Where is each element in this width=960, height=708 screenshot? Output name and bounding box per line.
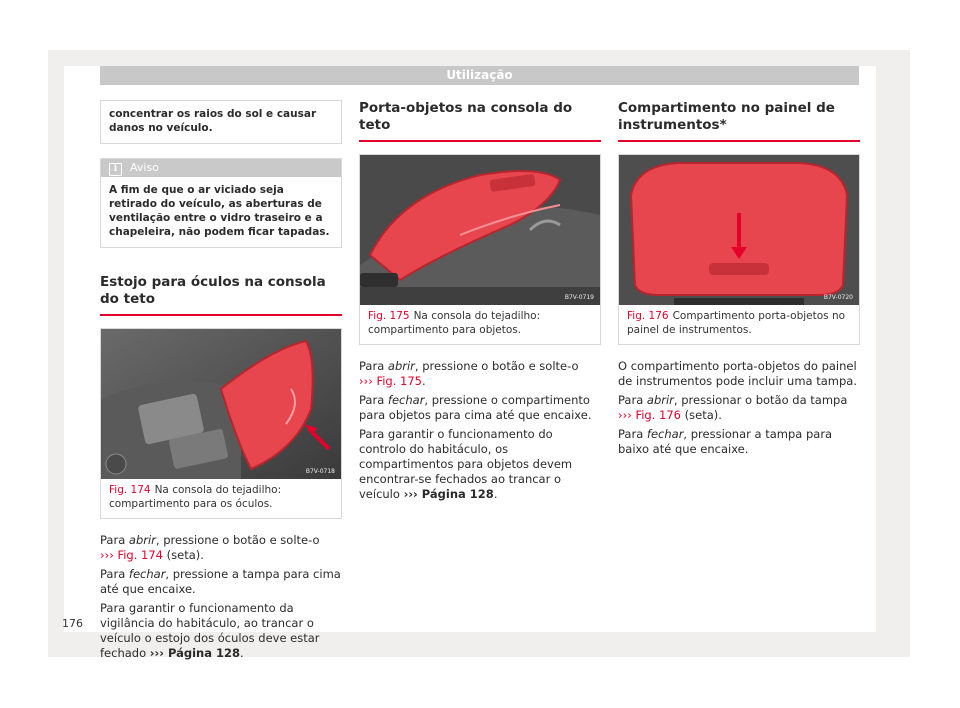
text: , pressione o compartimento para objetos para cima até que encaixe. — [359, 393, 592, 422]
text: , pressionar a tampa para baixo até que encaixe. — [618, 427, 833, 456]
paragraph — [359, 393, 601, 423]
text: , pressione a tampa para cima até que encaixe. — [100, 567, 341, 596]
notice-header — [101, 159, 341, 177]
section-title-dashboard-storage: Compartimento no painel de instrumentos* — [618, 100, 860, 142]
paragraph — [359, 427, 601, 502]
section-title-roof-storage: Porta-objetos na consola do teto — [359, 100, 601, 142]
emphasis: fechar — [128, 567, 166, 581]
fig-reference-link[interactable]: ››› Fig. 175 — [359, 374, 422, 388]
figure-174-caption — [101, 479, 341, 518]
paragraph — [100, 533, 342, 563]
text: , pressione o botão e solte-o — [414, 359, 579, 373]
caption-text: Na consola do tejadilho: compartimento para objetos. — [368, 310, 541, 336]
emphasis: abrir — [387, 359, 415, 373]
section-title-glasses: Estojo para óculos na consola do teto — [100, 274, 342, 316]
warning-box-tail: concentrar os raios do sol e causar danos no veículo. — [100, 100, 342, 144]
body-text-1 — [100, 533, 342, 661]
text: Para garantir o funcionamento do controlo do habitáculo, os compartimentos para objetos devem encontrar-se fechados ao trancar o veículo — [359, 427, 573, 501]
figure-176-image — [619, 155, 859, 305]
figure-number: Fig. 176 — [627, 310, 669, 322]
paragraph — [100, 567, 342, 597]
figure-code: B7V-0720 — [823, 294, 853, 301]
text: . — [493, 487, 498, 501]
figure-code: B7V-0719 — [564, 294, 594, 301]
text: , pressione o botão e solte-o — [155, 533, 320, 547]
text: , pressionar o botão da tampa — [673, 393, 848, 407]
figure-174 — [100, 328, 342, 519]
paragraph — [618, 393, 860, 423]
text: Para — [618, 393, 647, 407]
glasses-compartment-illustration — [101, 329, 341, 479]
text: Para — [100, 567, 129, 581]
emphasis: fechar — [646, 427, 684, 441]
text: Para garantir o funcionamento da vigilância do habitáculo, ao trancar o veículo o estojo dos óculos deve estar fechado — [100, 601, 320, 660]
text: Para — [359, 393, 388, 407]
paragraph: O compartimento porta-objetos do painel de instrumentos pode incluir uma tampa. — [618, 359, 857, 388]
figure-176-caption — [619, 305, 859, 344]
notice-label: Aviso — [130, 161, 159, 174]
figure-175-caption — [360, 305, 600, 344]
text: . — [240, 646, 244, 660]
info-icon: i — [109, 163, 122, 176]
text: Para — [618, 427, 647, 441]
column-2 — [359, 100, 601, 506]
paragraph — [359, 359, 601, 389]
figure-174-image — [101, 329, 341, 479]
body-text-2 — [359, 359, 601, 502]
fig-reference-link[interactable]: ››› Fig. 176 — [618, 408, 681, 422]
emphasis: abrir — [128, 533, 156, 547]
paragraph — [618, 427, 860, 457]
figure-number: Fig. 174 — [109, 484, 151, 496]
fig-reference-link[interactable]: ››› Fig. 174 — [100, 548, 163, 562]
body-text-3 — [618, 359, 860, 457]
text: Para — [359, 359, 388, 373]
figure-number: Fig. 175 — [368, 310, 410, 322]
notice-text: A fim de que o ar viciado seja retirado do veículo, as aberturas de ventilação entre o vidro traseiro e a chapeleira, não podem ficar tapadas. — [109, 184, 330, 238]
caption-text: Na consola do tejadilho: compartimento para os óculos. — [109, 484, 282, 510]
text: . — [422, 374, 426, 388]
dashboard-compartment-illustration — [619, 155, 859, 305]
text: (seta). — [163, 548, 204, 562]
text: Para — [100, 533, 129, 547]
emphasis: fechar — [387, 393, 425, 407]
text: (seta). — [681, 408, 722, 422]
emphasis: abrir — [646, 393, 674, 407]
chapter-header: Utilização — [100, 66, 859, 85]
figure-code: B7V-0718 — [305, 468, 335, 475]
notice-box — [100, 158, 342, 248]
page-reference-link[interactable]: ››› Página 128 — [403, 487, 494, 501]
paragraph — [100, 601, 342, 661]
page-reference-link[interactable]: ››› Página 128 — [149, 646, 241, 660]
figure-176 — [618, 154, 860, 345]
column-3 — [618, 100, 860, 461]
page-number: 176 — [62, 617, 83, 630]
figure-175-image — [360, 155, 600, 305]
roof-console-illustration — [360, 155, 600, 305]
caption-text: Compartimento porta-objetos no painel de instrumentos. — [627, 310, 846, 336]
column-1 — [100, 100, 342, 665]
figure-175 — [359, 154, 601, 345]
